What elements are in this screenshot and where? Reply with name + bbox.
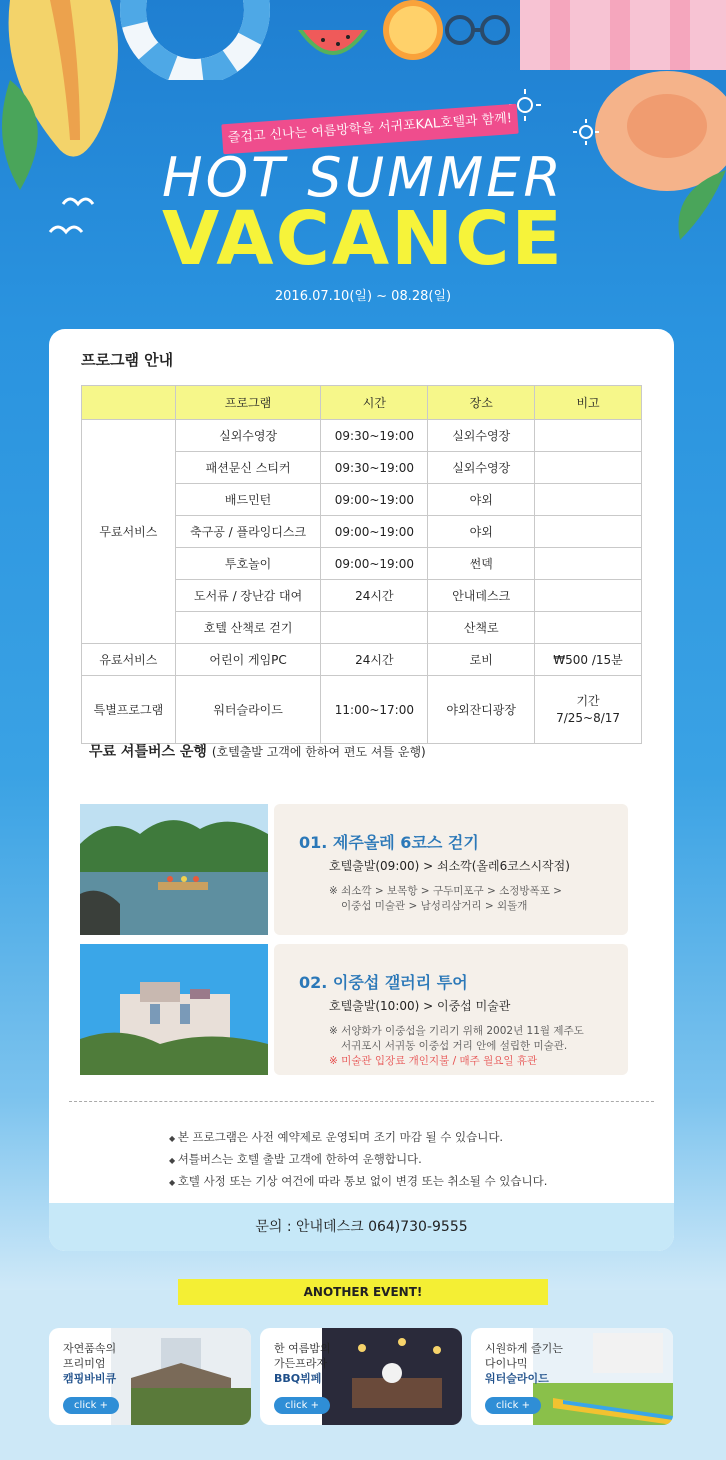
table-row [82, 644, 642, 676]
tour-card-1[interactable] [274, 804, 628, 935]
table-cell [535, 452, 642, 484]
tour-photo-gallery [80, 944, 268, 1075]
table-cell: 09:00~19:00 [321, 548, 428, 580]
table-header-row [82, 386, 642, 420]
table-cell: ₩500 /15분 [535, 644, 642, 676]
table-cell: 로비 [428, 644, 535, 676]
shuttle-title: 무료 셔틀버스 운행 [89, 744, 207, 760]
shuttle-subtitle: (호텔출발 고객에 한하여 편도 셔틀 운행) [211, 745, 426, 759]
event-image-camping [111, 1328, 251, 1425]
table-cell [535, 548, 642, 580]
table-cell: 배드민턴 [175, 484, 321, 516]
table-cell: 09:30~19:00 [321, 452, 428, 484]
table-cell: 야외 [428, 516, 535, 548]
event-card-bbq[interactable] [260, 1328, 462, 1425]
shuttle-section-title [89, 741, 426, 761]
sun-icon [572, 118, 600, 146]
table-header [82, 386, 176, 420]
event-line: 프리미엄 [63, 1357, 106, 1370]
table-cell: 11:00~17:00 [321, 676, 428, 744]
table-cell: 09:30~19:00 [321, 420, 428, 452]
event-line: 시원하게 즐기는 [485, 1342, 563, 1355]
notice-item: ◆ 본 프로그램은 사전 예약제로 운영되며 조기 마감 될 수 있습니다. [169, 1127, 547, 1149]
click-button[interactable]: click + [274, 1397, 330, 1414]
event-image-bbq [322, 1328, 462, 1425]
event-line: 다이나믹 [485, 1357, 528, 1370]
event-line: 가든프라자 [274, 1357, 328, 1370]
table-cell: 실외수영장 [175, 420, 321, 452]
category-cell: 유료서비스 [82, 644, 176, 676]
tour-photo-river [80, 804, 268, 935]
tour-note: 이중섭 미술관 > 남성리삼거리 > 외돌개 [341, 900, 528, 912]
notice-item: ◆ 셔틀버스는 호텔 출발 고객에 한하여 운행합니다. [169, 1149, 547, 1171]
table-cell: 실외수영장 [428, 420, 535, 452]
tour-note: ※ 서양화가 이중섭을 기리기 위해 2002년 11월 제주도 [329, 1025, 584, 1037]
event-text [485, 1341, 563, 1386]
tour-name: 01. 제주올레 6코스 걷기 [299, 833, 479, 852]
tour-route: 호텔출발(10:00) > 이중섭 미술관 [329, 999, 511, 1013]
tour-route: 호텔출발(09:00) > 쇠소깍(올레6코스시작점) [329, 859, 570, 873]
table-header: 장소 [428, 386, 535, 420]
table-cell: 호텔 산책로 걷기 [175, 612, 321, 644]
dashed-divider [69, 1101, 654, 1102]
table-cell: 24시간 [321, 644, 428, 676]
event-text [274, 1341, 331, 1386]
table-cell: 축구공 / 플라잉디스크 [175, 516, 321, 548]
table-cell: 워터슬라이드 [175, 676, 321, 744]
event-line: 자연품속의 [63, 1342, 117, 1355]
table-cell [535, 516, 642, 548]
event-title: 워터슬라이드 [485, 1372, 549, 1385]
contact-bar: 문의 : 안내데스크 064)730-9555 [49, 1203, 674, 1251]
table-cell: 실외수영장 [428, 452, 535, 484]
tour-name: 02. 이중섭 갤러리 투어 [299, 973, 468, 992]
watermelon-icon [298, 20, 368, 70]
program-card [49, 329, 674, 1251]
event-title: BBQ뷔페 [274, 1372, 322, 1385]
table-cell [535, 612, 642, 644]
tour-note: ※ 쇠소깍 > 보목항 > 구두미포구 > 소정방폭포 > [329, 885, 562, 897]
event-card-camping[interactable] [49, 1328, 251, 1425]
tour-note: 서귀포시 서귀동 이중섭 거리 안에 설립한 미술관. [341, 1040, 568, 1052]
notice-list [169, 1127, 547, 1193]
category-cell: 특별프로그램 [82, 676, 176, 744]
table-cell [321, 612, 428, 644]
event-title: 캠핑바비큐 [63, 1372, 117, 1385]
table-cell: 야외 [428, 484, 535, 516]
table-cell: 투호놀이 [175, 548, 321, 580]
category-cell: 무료서비스 [82, 420, 176, 644]
table-cell: 어린이 게임PC [175, 644, 321, 676]
event-line: 한 여름밤의 [274, 1342, 331, 1355]
program-section-title: 프로그램 안내 [81, 351, 174, 369]
click-button[interactable]: click + [485, 1397, 541, 1414]
event-date-range: 2016.07.10(일) ~ 08.28(일) [274, 289, 452, 304]
hero-title-line1: HOT SUMMER [162, 146, 564, 209]
table-cell [535, 580, 642, 612]
notice-item: ◆ 호텔 사정 또는 기상 여건에 따라 통보 없이 변경 또는 취소될 수 있습니다. [169, 1171, 547, 1193]
table-header: 프로그램 [175, 386, 321, 420]
table-cell: 산책로 [428, 612, 535, 644]
table-cell: 09:00~19:00 [321, 484, 428, 516]
table-cell: 기간 7/25~8/17 [535, 676, 642, 744]
table-cell [535, 484, 642, 516]
table-cell: 도서류 / 장난감 대여 [175, 580, 321, 612]
swim-ring-illustration [120, 0, 270, 80]
orange-slice-icon [378, 0, 448, 70]
tour-card-2[interactable] [274, 944, 628, 1075]
table-cell: 패션문신 스티커 [175, 452, 321, 484]
table-cell: 야외잔디광장 [428, 676, 535, 744]
table-cell: 09:00~19:00 [321, 516, 428, 548]
promo-ribbon: 즐겁고 신나는 여름방학을 서귀포KAL호텔과 함께! [221, 104, 518, 155]
table-cell: 24시간 [321, 580, 428, 612]
click-button[interactable]: click + [63, 1397, 119, 1414]
table-cell [535, 420, 642, 452]
table-header: 시간 [321, 386, 428, 420]
event-text [63, 1341, 116, 1386]
program-table [81, 385, 642, 744]
table-header: 비고 [535, 386, 642, 420]
table-row [82, 420, 642, 452]
table-cell: 썬덱 [428, 548, 535, 580]
hero-title-line2: VACANCE [162, 196, 564, 282]
tour-warning: ※ 미술관 입장료 개인지불 / 매주 월요일 휴관 [329, 1055, 538, 1067]
table-row [82, 676, 642, 744]
table-cell: 안내데스크 [428, 580, 535, 612]
sunglasses-icon [440, 10, 520, 50]
another-event-banner: ANOTHER EVENT! [178, 1279, 548, 1305]
event-card-waterslide[interactable] [471, 1328, 673, 1425]
